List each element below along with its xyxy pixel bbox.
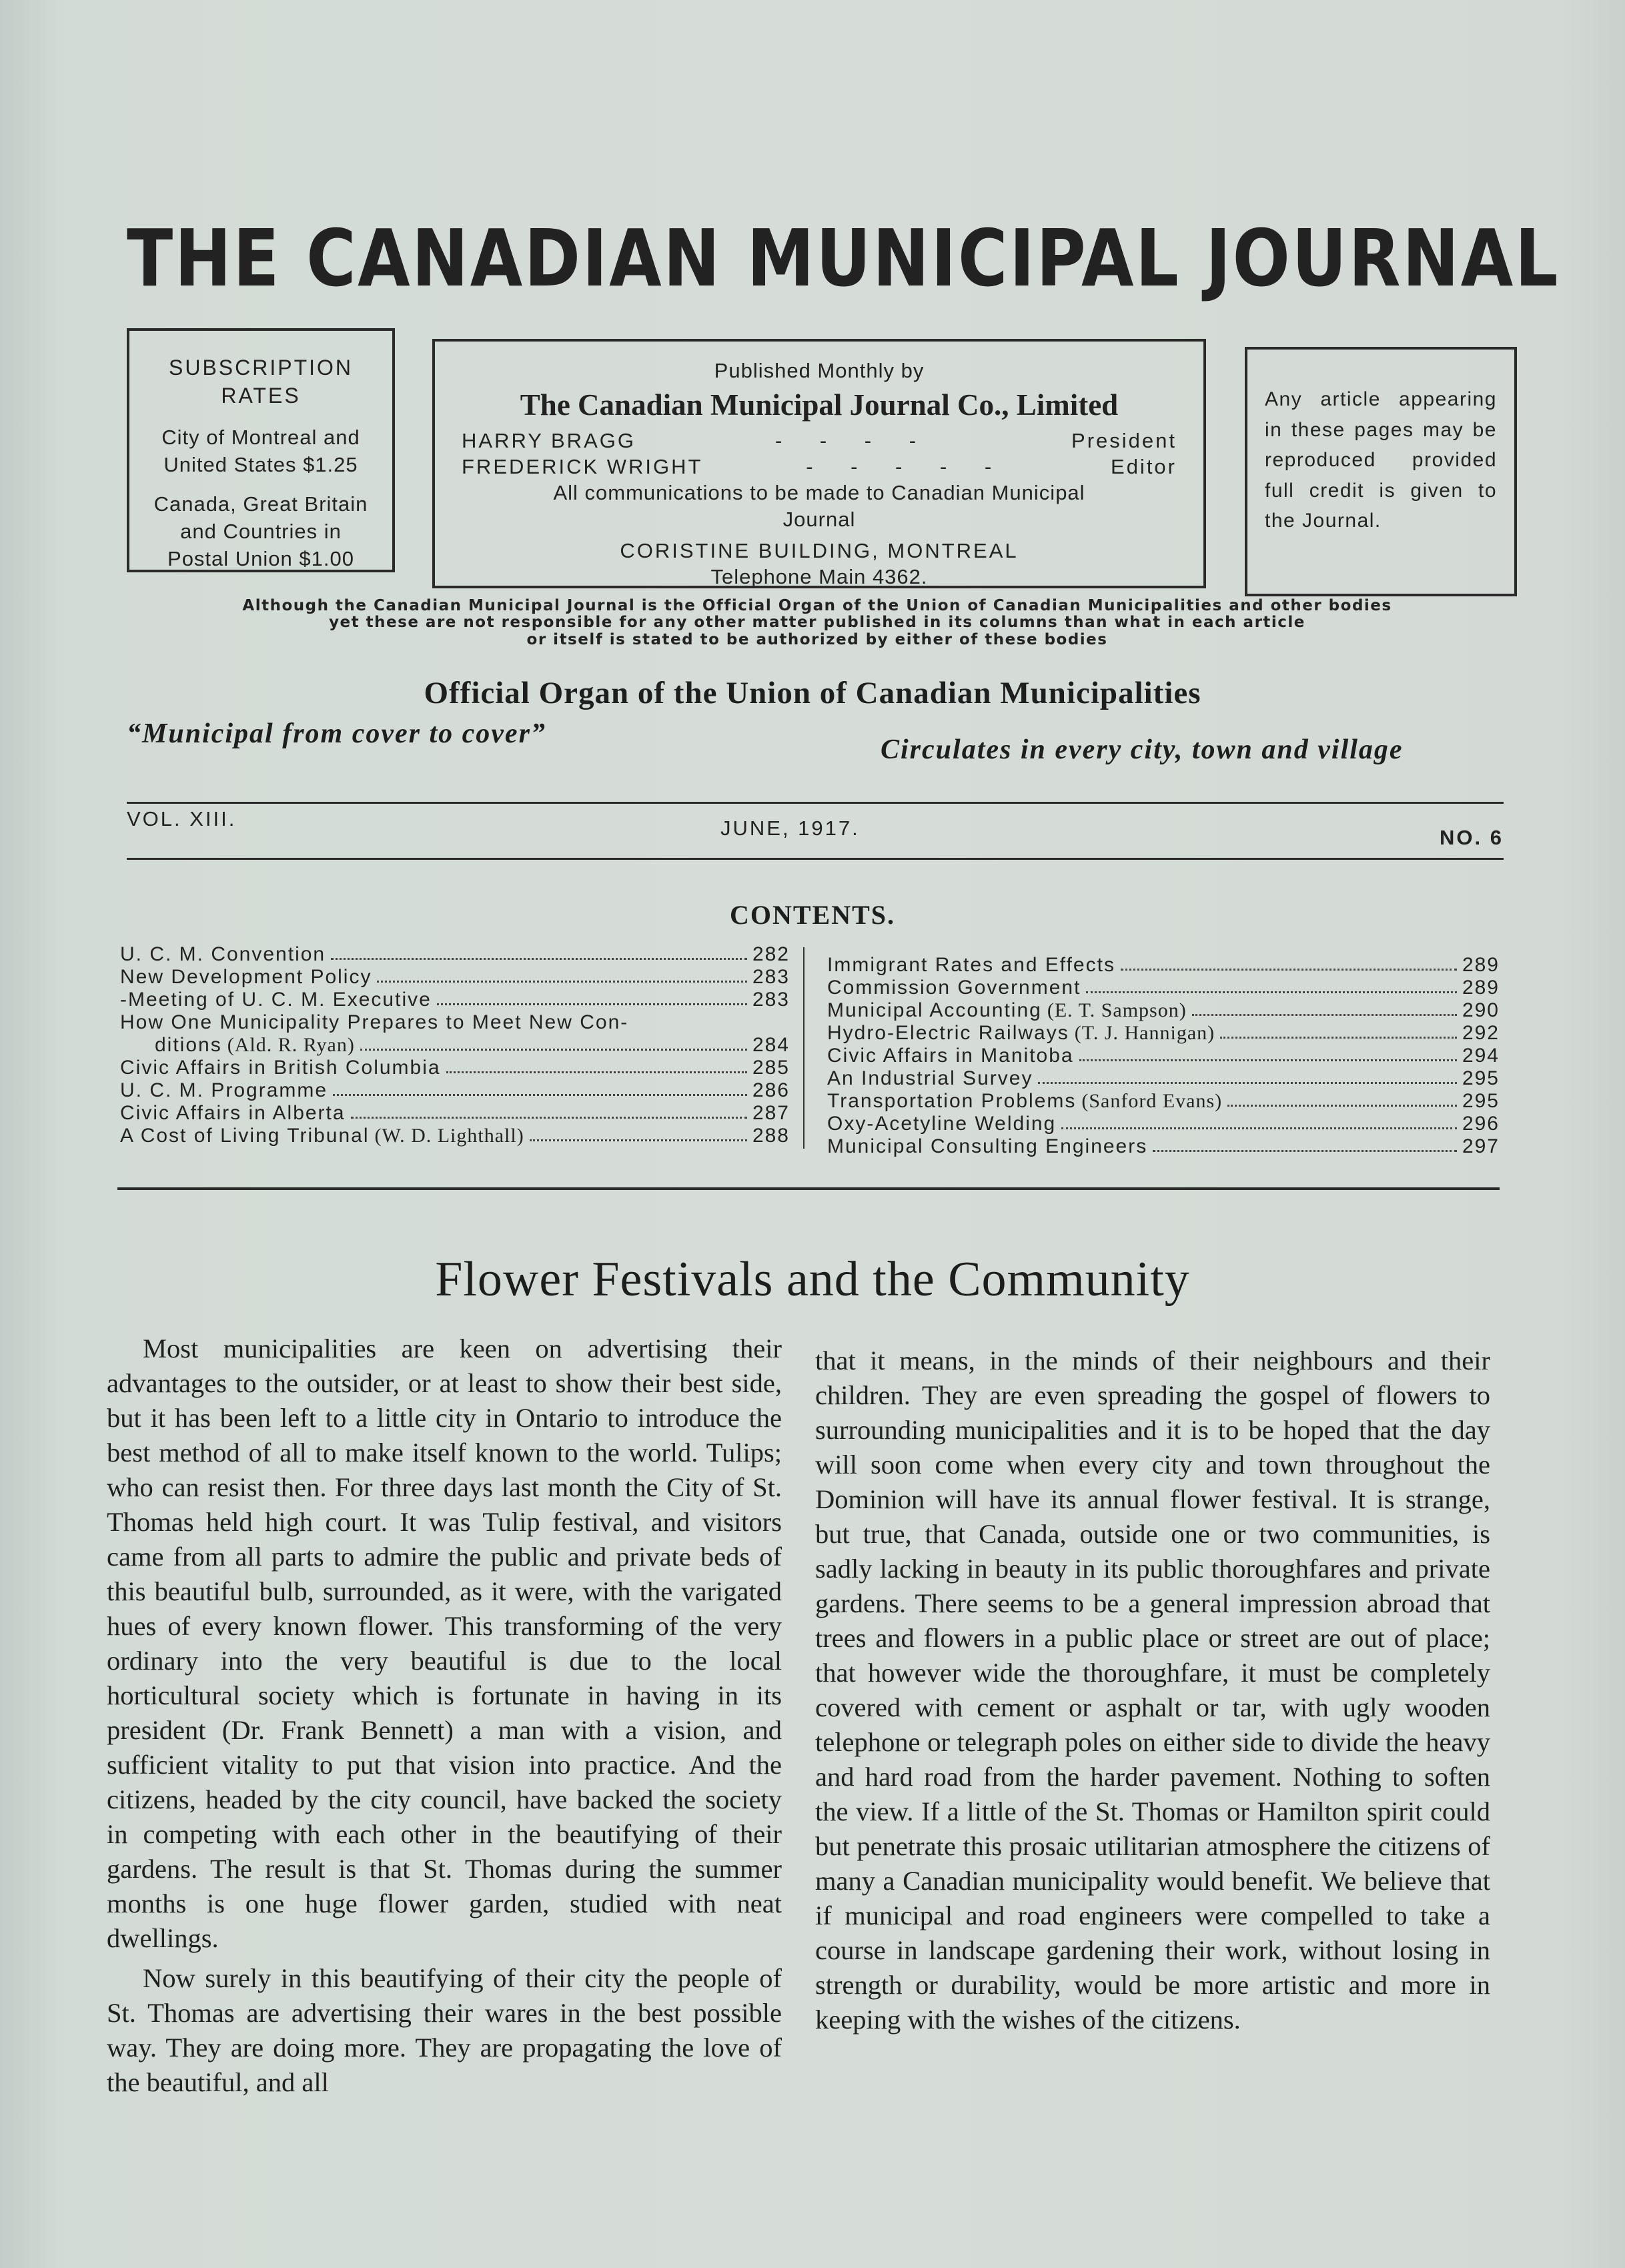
toc-item[interactable]: U. C. M. Convention 282 <box>120 943 790 965</box>
publisher-box <box>432 339 1206 588</box>
contents-left-column <box>120 943 790 1147</box>
issue-volume: VOL. XIII. <box>127 807 237 830</box>
contents-heading: CONTENTS. <box>729 900 896 930</box>
motto: “Municipal from cover to cover” <box>127 718 546 749</box>
toc-item[interactable]: An Industrial Survey 295 <box>827 1067 1500 1089</box>
published-by: Published Monthly by <box>714 359 925 382</box>
toc-item[interactable]: A Cost of Living Tribunal (W. D. Lighthall) 288 <box>120 1125 790 1147</box>
publisher-address: CORISTINE BUILDING, MONTREAL <box>620 538 1019 562</box>
contents-divider <box>803 947 804 1149</box>
publisher-company: The Canadian Municipal Journal Co., Limited <box>520 388 1119 422</box>
reprint-note: Any article appearing in these pages may be reproduced provided full credit is given to the Journal. <box>1265 388 1497 532</box>
toc-item[interactable]: New Development Policy 283 <box>120 966 790 988</box>
president-dashes: - - - - <box>774 428 933 452</box>
toc-item[interactable]: U. C. M. Programme 286 <box>120 1079 790 1101</box>
toc-item[interactable]: Immigrant Rates and Effects 289 <box>827 954 1500 976</box>
contents-rule <box>117 1187 1500 1190</box>
issue-date: JUNE, 1917. <box>720 816 860 840</box>
issue-number: NO. 6 <box>1440 826 1504 849</box>
article-column-right <box>815 1343 1490 2037</box>
toc-item[interactable]: How One Municipality Prepares to Meet New Con- ditions (Ald. R. Ryan) 284 <box>120 1011 790 1056</box>
toc-item[interactable]: Civic Affairs in Alberta 287 <box>120 1102 790 1124</box>
editor-role: Editor <box>1111 454 1177 478</box>
article-paragraph: Most municipalities are keen on advertising their advantages to the outsider, or at least to show their best side, but it has been left to a little city in Ontario to introduce the best method of all to make itself known to the world. Tulips; who can resist then. For three days last month the City of St. Thomas held high court. It was Tulip festival, and visitors came from all parts to admire the public and private beds of this beautiful bulb, surrounded, as it were, with the varigated hues of every known flower. This transforming of the very ordinary into the very beautiful is due to the local horticultural society which is fortunate in having in its president (Dr. Frank Bennett) a man with a vision, and sufficient vitality to put that vision into practice. And the citizens, headed by the city council, have backed the society in competing with each other in the beautifying of their gardens. The result is that St. Thomas during the summer months is one huge flower garden, studied with neat dwellings. <box>107 1333 782 1953</box>
toc-item[interactable]: Commission Government 289 <box>827 977 1500 999</box>
toc-item[interactable]: Municipal Accounting (E. T. Sampson) 290 <box>827 999 1500 1021</box>
subscription-rate-montreal: City of Montreal and United States $1.25 <box>161 426 360 477</box>
official-organ: Official Organ of the Union of Canadian Municipalities <box>424 676 1201 710</box>
circulation-note: Circulates in every city, town and village <box>881 734 1404 765</box>
article-column-left <box>107 1331 782 2100</box>
issue-rule-top <box>127 802 1504 804</box>
subscription-rates-box <box>127 328 395 572</box>
toc-item[interactable]: Hydro-Electric Railways (T. J. Hannigan) 292 <box>827 1022 1500 1044</box>
article-title: Flower Festivals and the Community <box>435 1252 1190 1307</box>
reprint-note-box <box>1245 347 1517 596</box>
editor-name: FREDERICK WRIGHT <box>462 454 703 478</box>
editor-dashes: - - - - - <box>806 454 1008 478</box>
president-role: President <box>1071 428 1177 452</box>
toc-item[interactable]: Oxy-Acetyline Welding 296 <box>827 1113 1500 1135</box>
toc-item[interactable]: Civic Affairs in British Columbia 285 <box>120 1057 790 1079</box>
publisher-editor-row <box>462 454 1177 480</box>
subscription-rate-canada: Canada, Great Britain and Countries in Postal Union $1.00 <box>153 492 368 571</box>
toc-item[interactable]: Municipal Consulting Engineers 297 <box>827 1135 1500 1157</box>
subscription-title: SUBSCRIPTION RATES <box>168 356 354 408</box>
publisher-president-row <box>462 428 1177 454</box>
issue-rule-bottom <box>127 858 1504 860</box>
masthead-title: THE CANADIAN MUNICIPAL JOURNAL <box>127 212 1560 304</box>
disclaimer: Although the Canadian Municipal Journal is the Official Organ of the Union of Canadian Municipalities and other bodies yet these are not responsible for any other matter published in its columns than what in each article or itself is stated to be authorized by either of these bodies <box>242 597 1392 648</box>
publisher-telephone: Telephone Main 4362. <box>710 565 928 589</box>
toc-item[interactable]: Civic Affairs in Manitoba 294 <box>827 1045 1500 1067</box>
article-paragraph: that it means, in the minds of their neighbours and their children. They are even spreading the gospel of flowers to surrounding municipalities and it is to be hoped that the day will soon come when every city and town throughout the Dominion will have its annual flower festival. It is strange, but true, that Canada, outside one or two communities, is sadly lacking in beauty in its public thoroughfares and private gardens. There seems to be a general impression abroad that trees and flowers in a public place or street are out of place; that however wide the thoroughfare, it must be completely covered with cement or asphalt or tar, with ugly wooden telephone or telegraph poles on either side to divide the heavy and hard road from the harder pavement. Nothing to soften the view. If a little of the St. Thomas or Hamilton spirit could but penetrate this prosaic utilitarian atmosphere the citizens of many a Canadian municipality would benefit. We believe that if municipal and road engineers were compelled to take a course in landscape gardening their work, without losing in strength or durability, would be more artistic and more in keeping with the wishes of the citizens. <box>815 1345 1490 2035</box>
communications-note: All communications to be made to Canadian Municipal Journal <box>553 481 1085 531</box>
toc-item[interactable]: Transportation Problems (Sanford Evans) 295 <box>827 1090 1500 1112</box>
contents-right-column <box>827 954 1500 1158</box>
article-paragraph: Now surely in this beautifying of their city the people of St. Thomas are advertising their wares in the best possible way. They are doing more. They are propagating the love of the beautiful, and all <box>107 1963 782 2097</box>
toc-item[interactable]: -Meeting of U. C. M. Executive 283 <box>120 989 790 1011</box>
president-name: HARRY BRAGG <box>462 428 636 452</box>
